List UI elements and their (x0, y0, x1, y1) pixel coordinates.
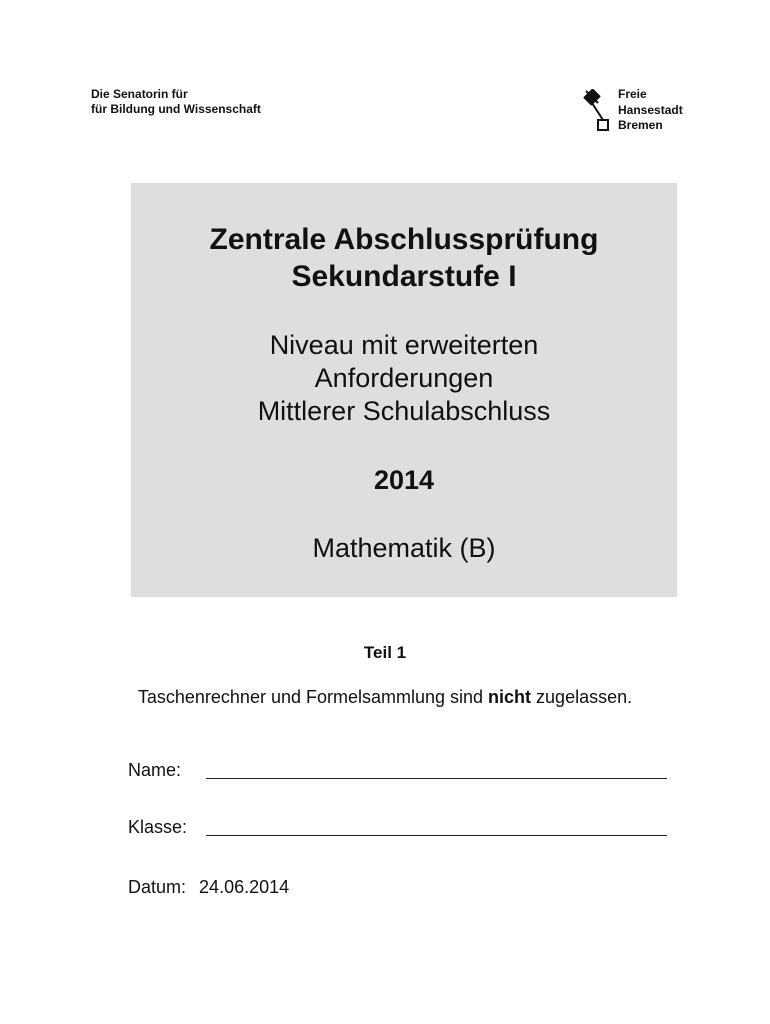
aids-notice-after: zugelassen. (531, 687, 633, 707)
name-row (128, 760, 181, 781)
exam-title (131, 221, 677, 295)
aids-notice-emphasis: nicht (488, 687, 532, 707)
class-label: Klasse: (128, 817, 188, 837)
date-row (128, 877, 289, 898)
state-name (618, 87, 683, 134)
state-line-3: Bremen (618, 118, 663, 132)
exam-level (131, 329, 677, 428)
part-heading: Teil 1 (363, 643, 407, 662)
exam-level-line-3: Mittlerer Schulabschluss (257, 396, 551, 426)
exam-level-line-1: Niveau mit erweiterten (269, 330, 539, 360)
exam-subject: Mathematik (B) (312, 533, 496, 563)
name-field[interactable] (206, 766, 667, 779)
bremen-key-icon (576, 89, 614, 133)
issuer-block (91, 87, 261, 117)
name-label: Name: (128, 760, 182, 780)
title-box (131, 183, 677, 597)
exam-year: 2014 (373, 465, 435, 495)
exam-title-line-1: Zentrale Abschlussprüfung (209, 223, 599, 256)
state-line-2: Hansestadt (618, 102, 683, 117)
exam-title-line-2: Sekundarstufe I (291, 260, 517, 293)
state-logo (574, 87, 704, 137)
state-line-1: Freie (618, 87, 647, 101)
aids-notice (0, 687, 770, 708)
aids-notice-before: Taschenrechner und Formelsammlung sind (137, 687, 489, 707)
class-field[interactable] (206, 823, 667, 836)
issuer-line-1: Die Senatorin für (91, 87, 188, 101)
date-label: Datum: (128, 877, 187, 897)
date-value: 24.06.2014 (199, 877, 290, 897)
issuer-line-2: für Bildung und Wissenschaft (91, 102, 261, 116)
class-row (128, 817, 187, 838)
exam-level-line-2: Anforderungen (314, 363, 494, 393)
